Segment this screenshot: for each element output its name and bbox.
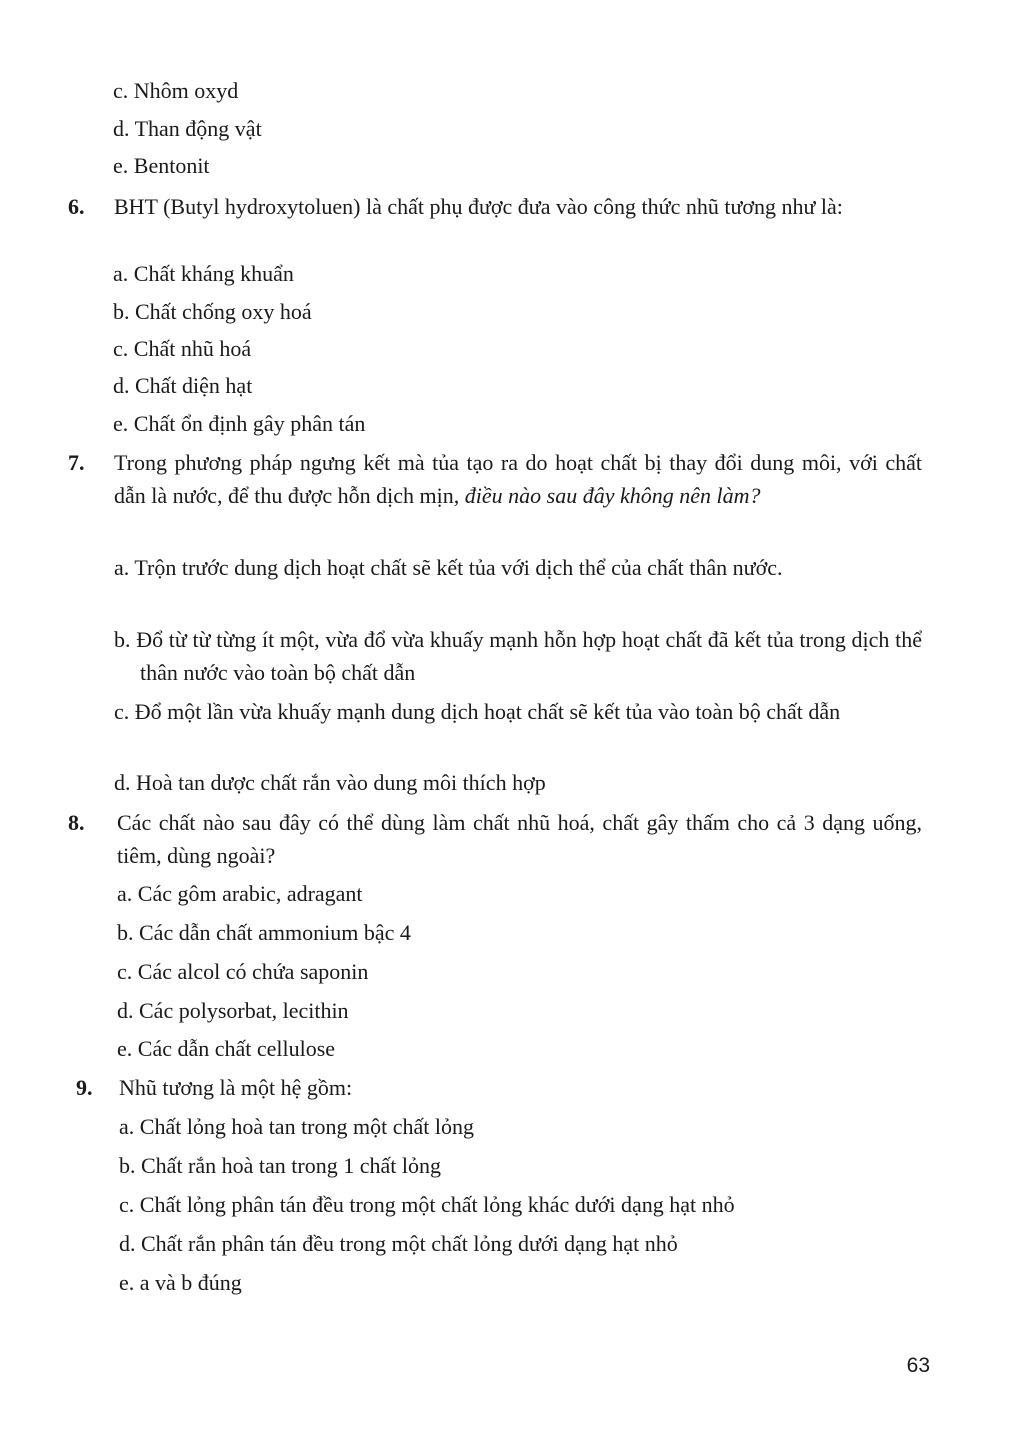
question-text: Các chất nào sau đây có thể dùng làm chất nhũ hoá, chất gây thấm cho cả 3 dạng uống, tiêm, dùng ngoài? — [117, 810, 922, 868]
option-e-bentonite: e. Bentonit — [113, 153, 210, 178]
option: d. Hoà tan dược chất rắn vào dung môi thích hợp — [114, 770, 546, 795]
option: c. Đổ một lần vừa khuấy mạnh dung dịch hoạt chất sẽ kết tủa vào toàn bộ chất dẫn — [114, 699, 841, 724]
question-text-emphasis: điều nào sau đây không nên làm? — [464, 483, 761, 508]
option: e. a và b đúng — [119, 1270, 242, 1295]
question-number: 6. — [68, 194, 85, 219]
question-number: 7. — [68, 450, 85, 475]
question-text — [114, 446, 922, 512]
page-number: 63 — [906, 1354, 930, 1377]
option: d. Chất diện hạt — [113, 373, 253, 398]
option: a. Các gôm arabic, adragant — [117, 881, 363, 906]
option: a. Chất kháng khuẩn — [113, 261, 294, 286]
question-text: BHT (Butyl hydroxytoluen) là chất phụ được đưa vào công thức nhũ tương như là: — [114, 194, 843, 219]
option: c. Chất lỏng phân tán đều trong một chất lỏng khác dưới dạng hạt nhỏ — [119, 1192, 735, 1217]
option: d. Chất rắn phân tán đều trong một chất lỏng dưới dạng hạt nhỏ — [119, 1231, 678, 1256]
option: a. Trộn trước dung dịch hoạt chất sẽ kết tủa với dịch thể của chất thân nước. — [114, 555, 783, 580]
option: a. Chất lỏng hoà tan trong một chất lỏng — [119, 1114, 474, 1139]
option: c. Chất nhũ hoá — [113, 336, 252, 361]
option: c. Các alcol có chứa saponin — [117, 959, 369, 984]
option: b. Chất chống oxy hoá — [113, 299, 312, 324]
question-text-plain: Trong phương pháp ngưng kết mà tủa tạo ra do hoạt chất bị thay đổi dung môi, với chất dẫn là nước, để thu được hỗn dịch mịn, — [114, 450, 922, 508]
option-d-animal-charcoal: d. Than động vật — [113, 116, 262, 141]
option: e. Các dẫn chất cellulose — [117, 1036, 336, 1061]
option: d. Các polysorbat, lecithin — [117, 998, 349, 1023]
option-c-aluminium-oxide: c. Nhôm oxyd — [113, 78, 239, 103]
option: e. Chất ổn định gây phân tán — [113, 411, 366, 436]
option: b. Chất rắn hoà tan trong 1 chất lỏng — [119, 1153, 441, 1178]
question-number: 9. — [76, 1075, 93, 1100]
option: b. Đổ từ từ từng ít một, vừa đổ vừa khuấy mạnh hỗn hợp hoạt chất đã kết tủa trong dịch thể thân nước vào toàn bộ chất dẫn — [114, 627, 922, 685]
question-text: Nhũ tương là một hệ gồm: — [119, 1075, 353, 1100]
option: b. Các dẫn chất ammonium bậc 4 — [117, 920, 411, 945]
question-number: 8. — [68, 810, 85, 835]
